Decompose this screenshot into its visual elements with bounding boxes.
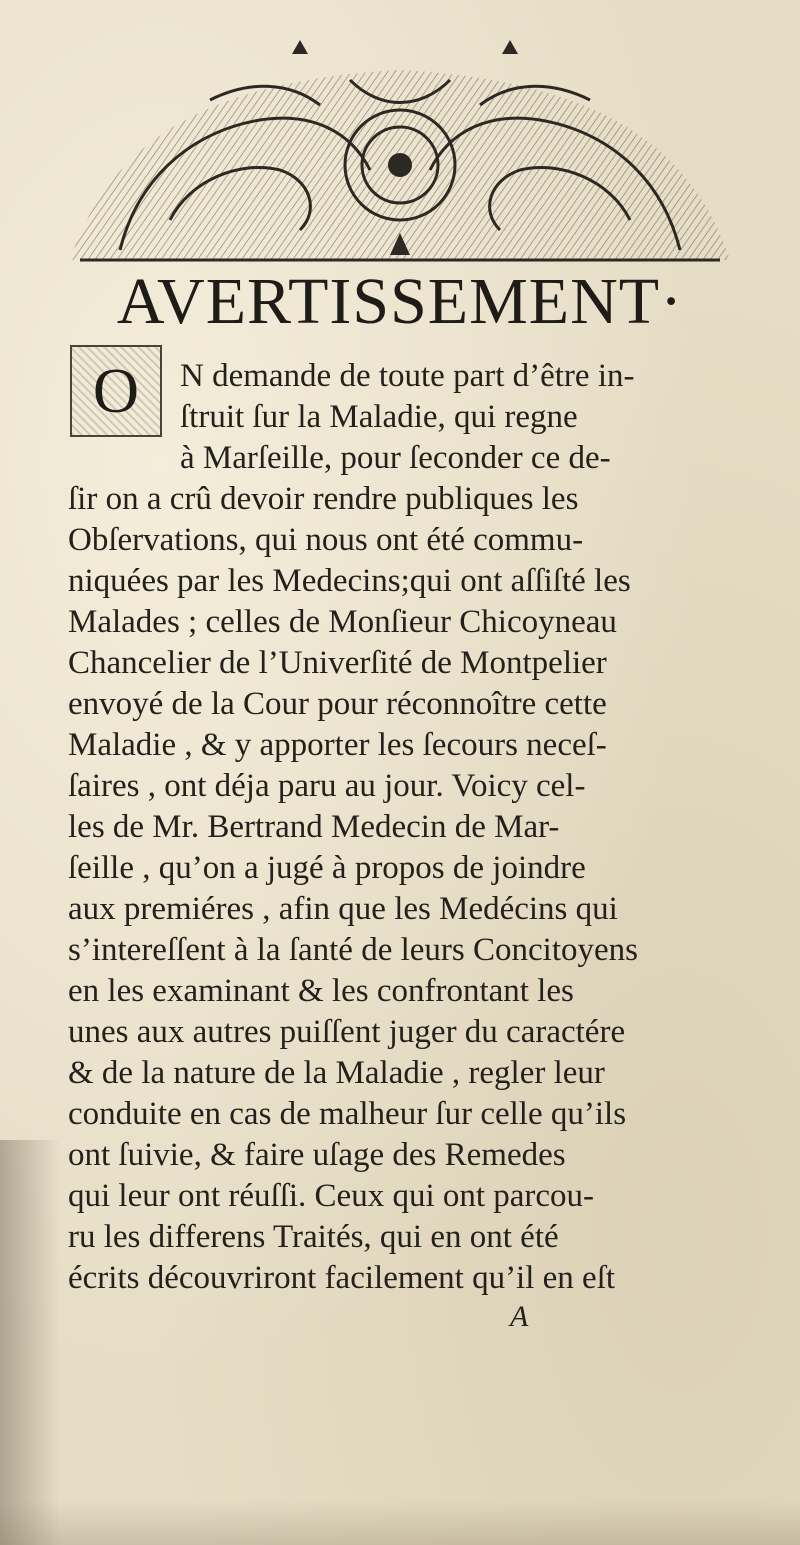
dropcap-letter: O [92,355,140,426]
text-line: ſaires , ont déja paru au jour. Voicy cel- [68,768,586,804]
text-line: s’intereſſent à la ſanté de leurs Concitoyens [68,932,638,968]
signature-mark: A [510,1300,529,1333]
page-title: AVERTISSEMENT· [116,265,684,338]
text-line: Malades ; celles de Monſieur Chicoyneau [68,604,617,640]
text-line: conduite en cas de malheur ſur celle qu’ils [68,1096,627,1132]
text-line: Obſervations, qui nous ont été commu- [68,522,584,558]
text-line: envoyé de la Cour pour réconnoître cette [68,686,607,722]
text-line: aux premiéres , afin que les Medécins qui [68,891,618,927]
text-line: ſtruit ſur la Maladie, qui regne [180,399,578,435]
text-line: écrits découvriront facilement qu’il en eſt [68,1260,616,1296]
text-line: à Marſeille, pour ſeconder ce de- [180,440,611,476]
text-line: Maladie , & y apporter les ſecours neceſ- [68,727,607,763]
text-line: ſeille , qu’on a jugé à propos de joindre [68,850,586,886]
text-line: ſir on a crû devoir rendre publiques les [68,481,579,517]
text-line: Chancelier de l’Univerſité de Montpelier [68,645,607,681]
text-line: en les examinant & les confrontant les [68,973,574,1009]
text-line: unes aux autres puiſſent juger du caractére [68,1014,626,1050]
text-line: ru les differens Traités, qui en ont été [68,1219,559,1255]
text-line: N demande de toute part d’être in- [180,358,635,394]
text-line: qui leur ont réuſſi. Ceux qui ont parcou- [68,1178,595,1214]
text-line: ont ſuivie, & faire uſage des Remedes [68,1137,566,1173]
text-line: niquées par les Medecins;qui ont aſſiſté les [68,563,631,599]
text-line: les de Mr. Bertrand Medecin de Mar- [68,809,560,845]
text-line: & de la nature de la Maladie , regler leur [68,1055,605,1091]
